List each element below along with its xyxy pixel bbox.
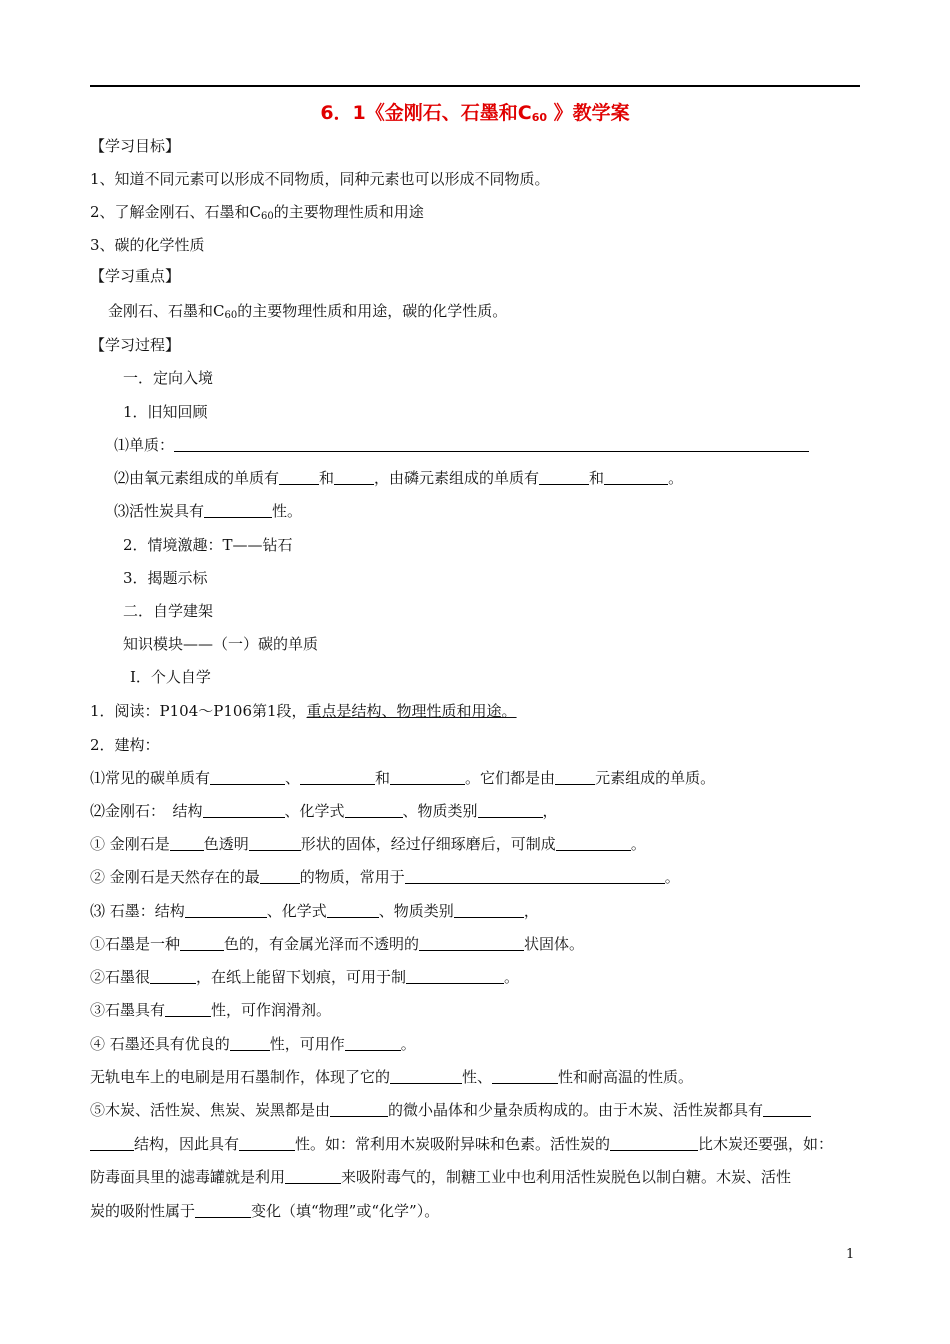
- answer-blank[interactable]: [610, 1135, 698, 1151]
- answer-blank[interactable]: [478, 802, 543, 818]
- reading-task: 1．阅读：P104～P106第1段，重点是结构、物理性质和用途。: [90, 702, 517, 720]
- answer-blank[interactable]: [327, 902, 379, 918]
- answer-blank[interactable]: [285, 1168, 341, 1184]
- keypoints-text: 金刚石、石墨和$C_{60}$的主要物理性质和用途，碳的化学性质。: [108, 302, 508, 321]
- carbon-elements-line: ⑴常见的碳单质有 、 和 。它们都是由 元素组成的单质。: [90, 769, 716, 787]
- question-1: ⑴单质：: [114, 435, 809, 455]
- graphite-item-3: ③石墨具有 性，可作润滑剂。: [90, 1001, 332, 1019]
- graphite-line: ⑶ 石墨：结构 、化学式 、物质类别 ，: [90, 902, 539, 920]
- step-scenario: 2．情境激趣：T——钻石: [123, 536, 293, 554]
- charcoal-line-4: 炭的吸附性属于 变化（填“物理”或“化学”）。: [90, 1202, 440, 1220]
- page-title: 6．1《金刚石、石墨和$C_{60}$ 》教学案: [320, 102, 630, 124]
- answer-blank[interactable]: [406, 968, 504, 984]
- header-rule: [90, 85, 860, 87]
- answer-blank[interactable]: [185, 902, 267, 918]
- answer-blank[interactable]: [150, 968, 196, 984]
- section-objectives-heading: 【学习目标】: [90, 137, 181, 155]
- answer-blank[interactable]: [405, 868, 665, 884]
- answer-blank[interactable]: [210, 769, 285, 785]
- section-process-heading: 【学习过程】: [90, 336, 181, 354]
- answer-blank[interactable]: [279, 469, 319, 485]
- answer-blank[interactable]: [170, 835, 204, 851]
- answer-blank[interactable]: [556, 835, 631, 851]
- answer-blank[interactable]: [180, 935, 224, 951]
- objective-2: 2、了解金刚石、石墨和$C_{60}$的主要物理性质和用途: [90, 203, 424, 222]
- charcoal-line-3: 防毒面具里的滤毒罐就是利用 来吸附毒气的，制糖工业中也利用活性炭脱色以制白糖。木炭、活性: [90, 1168, 792, 1186]
- answer-blank[interactable]: [334, 469, 374, 485]
- answer-blank[interactable]: [604, 469, 668, 485]
- module-title: 知识模块——（一）碳的单质: [123, 635, 319, 653]
- answer-blank[interactable]: [90, 1135, 134, 1151]
- answer-blank[interactable]: [454, 902, 524, 918]
- objective-3: 3、碳的化学性质: [90, 236, 205, 254]
- charcoal-line-1: ⑤木炭、活性炭、焦炭、炭黑都是由 的微小晶体和少量杂质构成的。由于木炭、活性炭都具有: [90, 1100, 811, 1120]
- construct-heading: 2．建构：: [90, 736, 160, 754]
- answer-blank[interactable]: [539, 469, 589, 485]
- graphite-item-4: ④ 石墨还具有优良的 性，可用作 。: [90, 1035, 416, 1053]
- objective-1: 1、知道不同元素可以形成不同物质，同种元素也可以形成不同物质。: [90, 170, 550, 188]
- answer-blank[interactable]: [239, 1135, 295, 1151]
- answer-blank[interactable]: [763, 1101, 811, 1117]
- answer-blank[interactable]: [390, 769, 465, 785]
- answer-blank[interactable]: [204, 502, 272, 518]
- answer-blank[interactable]: [203, 802, 285, 818]
- answer-blank[interactable]: [390, 1068, 462, 1084]
- diamond-item-2: ② 金刚石是天然存在的最 的物质，常用于 。: [90, 868, 680, 886]
- answer-blank[interactable]: [492, 1068, 558, 1084]
- answer-blank[interactable]: [260, 868, 300, 884]
- question-2: ⑵由氧元素组成的单质有 和 ，由磷元素组成的单质有 和 。: [114, 469, 684, 487]
- answer-blank[interactable]: [249, 835, 301, 851]
- page-number: 1: [846, 1247, 855, 1262]
- trolley-brush-line: 无轨电车上的电刷是用石墨制作，体现了它的 性、 性和耐高温的性质。: [90, 1068, 694, 1086]
- step-orientation: 一．定向入境: [123, 369, 214, 387]
- section-keypoints-heading: 【学习重点】: [90, 267, 181, 285]
- graphite-item-2: ②石墨很 ，在纸上能留下划痕，可用于制 。: [90, 968, 520, 986]
- diamond-item-1: ① 金刚石是 色透明 形状的固体，经过仔细琢磨后，可制成 。: [90, 835, 646, 853]
- diamond-line: ⑵金刚石： 结构 、化学式 、物质类别 ，: [90, 802, 558, 820]
- answer-blank[interactable]: [345, 1035, 401, 1051]
- answer-blank[interactable]: [195, 1202, 251, 1218]
- step-self-study: 二．自学建架: [123, 602, 214, 620]
- answer-blank[interactable]: [174, 436, 809, 452]
- individual-study: Ⅰ．个人自学: [130, 668, 211, 686]
- charcoal-line-2: 结构，因此具有 性。如：常利用木炭吸附异味和色素。活性炭的 比木炭还要强，如：: [90, 1134, 833, 1154]
- answer-blank[interactable]: [330, 1101, 388, 1117]
- answer-blank[interactable]: [230, 1035, 270, 1051]
- answer-blank[interactable]: [165, 1001, 211, 1017]
- question-3: ⑶活性炭具有 性。: [114, 502, 303, 520]
- graphite-item-1: ①石墨是一种 色的，有金属光泽而不透明的 状固体。: [90, 935, 585, 953]
- answer-blank[interactable]: [345, 802, 403, 818]
- answer-blank[interactable]: [555, 769, 595, 785]
- answer-blank[interactable]: [300, 769, 375, 785]
- answer-blank[interactable]: [419, 935, 524, 951]
- step-topic: 3．揭题示标: [123, 569, 208, 587]
- step-review: 1．旧知回顾: [123, 403, 208, 421]
